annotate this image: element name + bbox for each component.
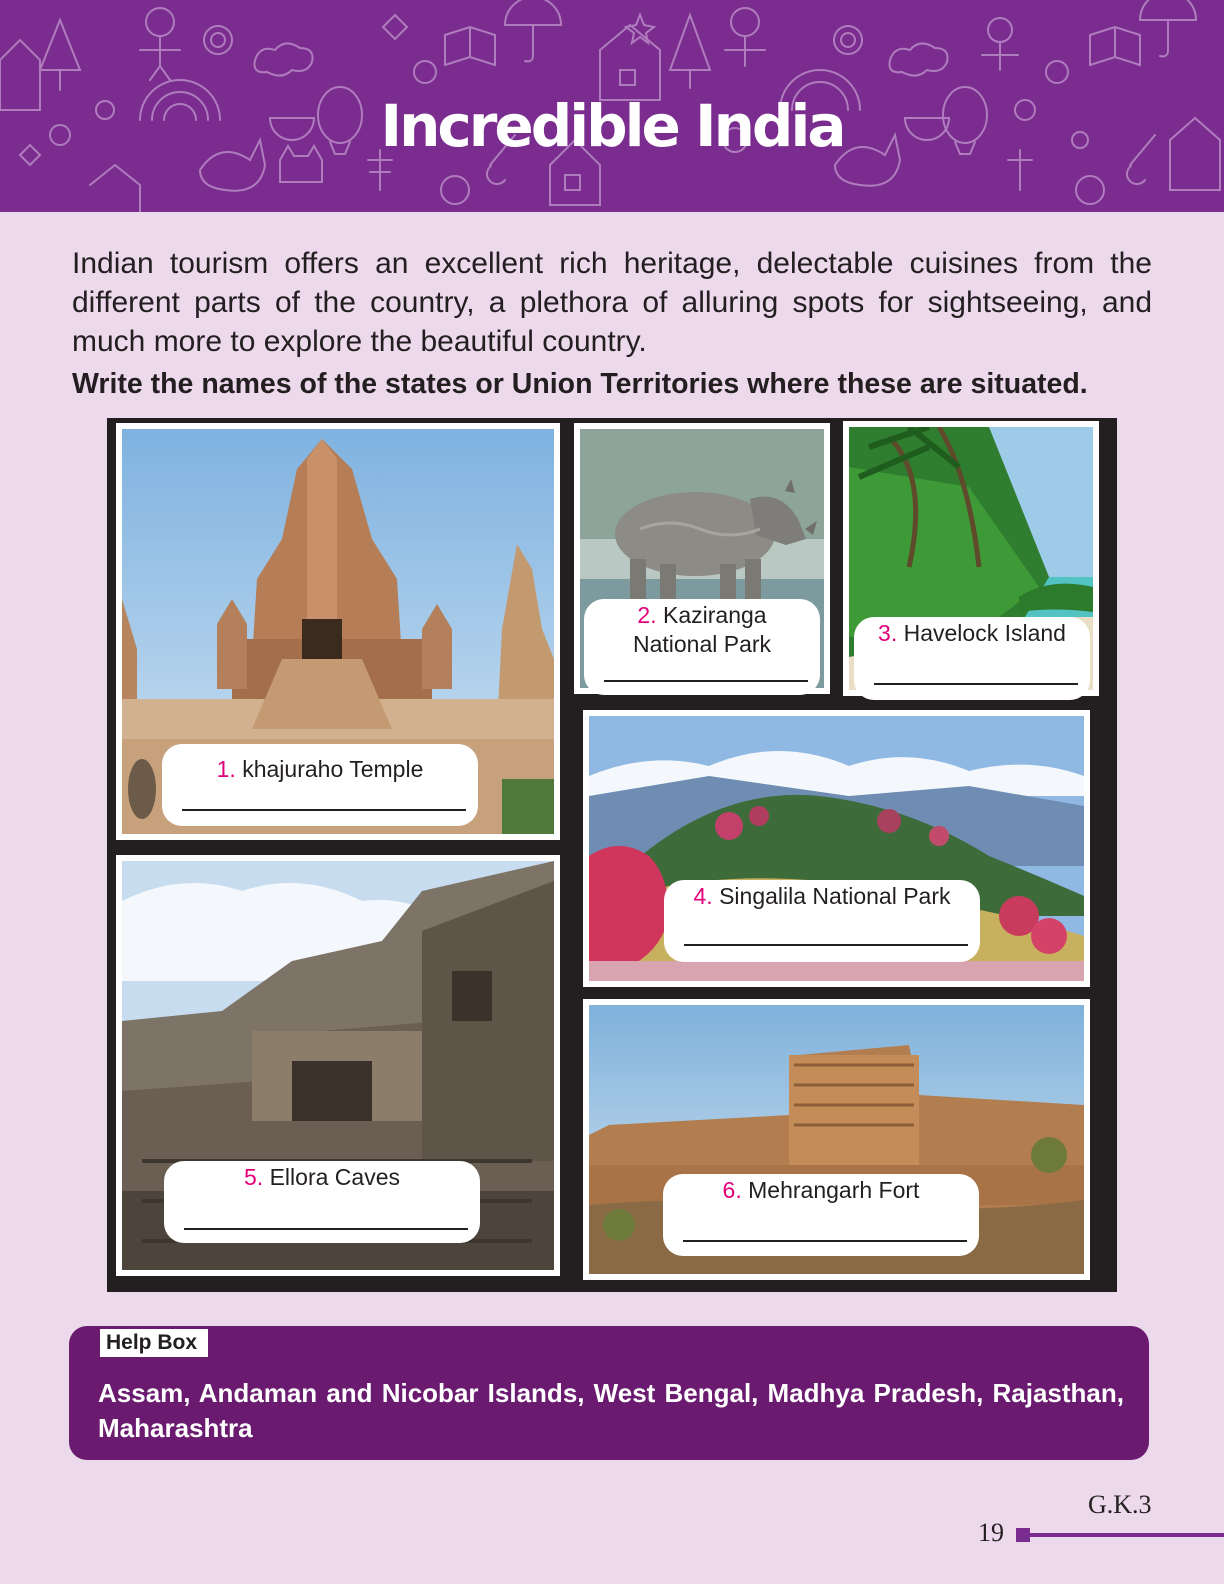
item-number: 1. <box>216 756 236 782</box>
label-card-4 <box>664 880 980 962</box>
answer-line-6[interactable] <box>683 1240 967 1242</box>
item-number: 3. <box>878 620 898 646</box>
item-number: 6. <box>722 1177 742 1203</box>
page-title: Incredible India <box>380 92 844 160</box>
item-name: khajuraho Temple <box>242 756 424 782</box>
help-box-label: Help Box <box>100 1329 208 1357</box>
item-name-line2: National Park <box>632 631 772 657</box>
item-name: Kaziranga <box>663 602 767 628</box>
answer-line-1[interactable] <box>182 809 466 811</box>
tile-mehrangarh <box>583 999 1090 1280</box>
label-card-5 <box>164 1161 480 1243</box>
item-number: 5. <box>244 1164 264 1190</box>
instruction-text: Write the names of the states or Union Territories where these are situated. <box>72 368 1088 400</box>
item-number: 2. <box>637 602 657 628</box>
page-number: 19 <box>978 1518 1004 1547</box>
book-name: G.K.3 <box>1088 1490 1152 1519</box>
label-card-1 <box>162 744 478 826</box>
page-marker-square <box>1016 1528 1030 1542</box>
tile-kaziranga <box>574 423 830 694</box>
tile-khajuraho <box>116 423 560 840</box>
tile-ellora <box>116 855 560 1276</box>
item-name: Ellora Caves <box>269 1164 400 1190</box>
answer-line-5[interactable] <box>184 1228 468 1230</box>
answer-line-4[interactable] <box>684 944 968 946</box>
item-number: 4. <box>693 883 713 909</box>
label-card-2 <box>584 599 820 695</box>
label-card-6 <box>663 1174 979 1256</box>
tile-havelock <box>843 421 1099 696</box>
item-name: Singalila National Park <box>719 883 951 909</box>
intro-paragraph: Indian tourism offers an excellent rich heritage, delectable cuisines from the different parts of the country, a plethora of alluring spots for sightseeing, and much more to explore the beautiful country. <box>72 247 1152 358</box>
photo-board <box>107 418 1117 1292</box>
help-box-text: Assam, Andaman and Nicobar Islands, West Bengal, Madhya Pradesh, Rajasthan, Maharashtra <box>98 1378 1124 1443</box>
page-marker-rule <box>1030 1533 1224 1537</box>
label-card-3 <box>854 617 1090 700</box>
answer-line-2[interactable] <box>604 680 808 682</box>
item-name: Havelock Island <box>903 620 1066 646</box>
tile-singalila <box>583 710 1090 987</box>
answer-line-3[interactable] <box>874 683 1078 685</box>
header-banner <box>0 0 1224 212</box>
item-name: Mehrangarh Fort <box>748 1177 920 1203</box>
